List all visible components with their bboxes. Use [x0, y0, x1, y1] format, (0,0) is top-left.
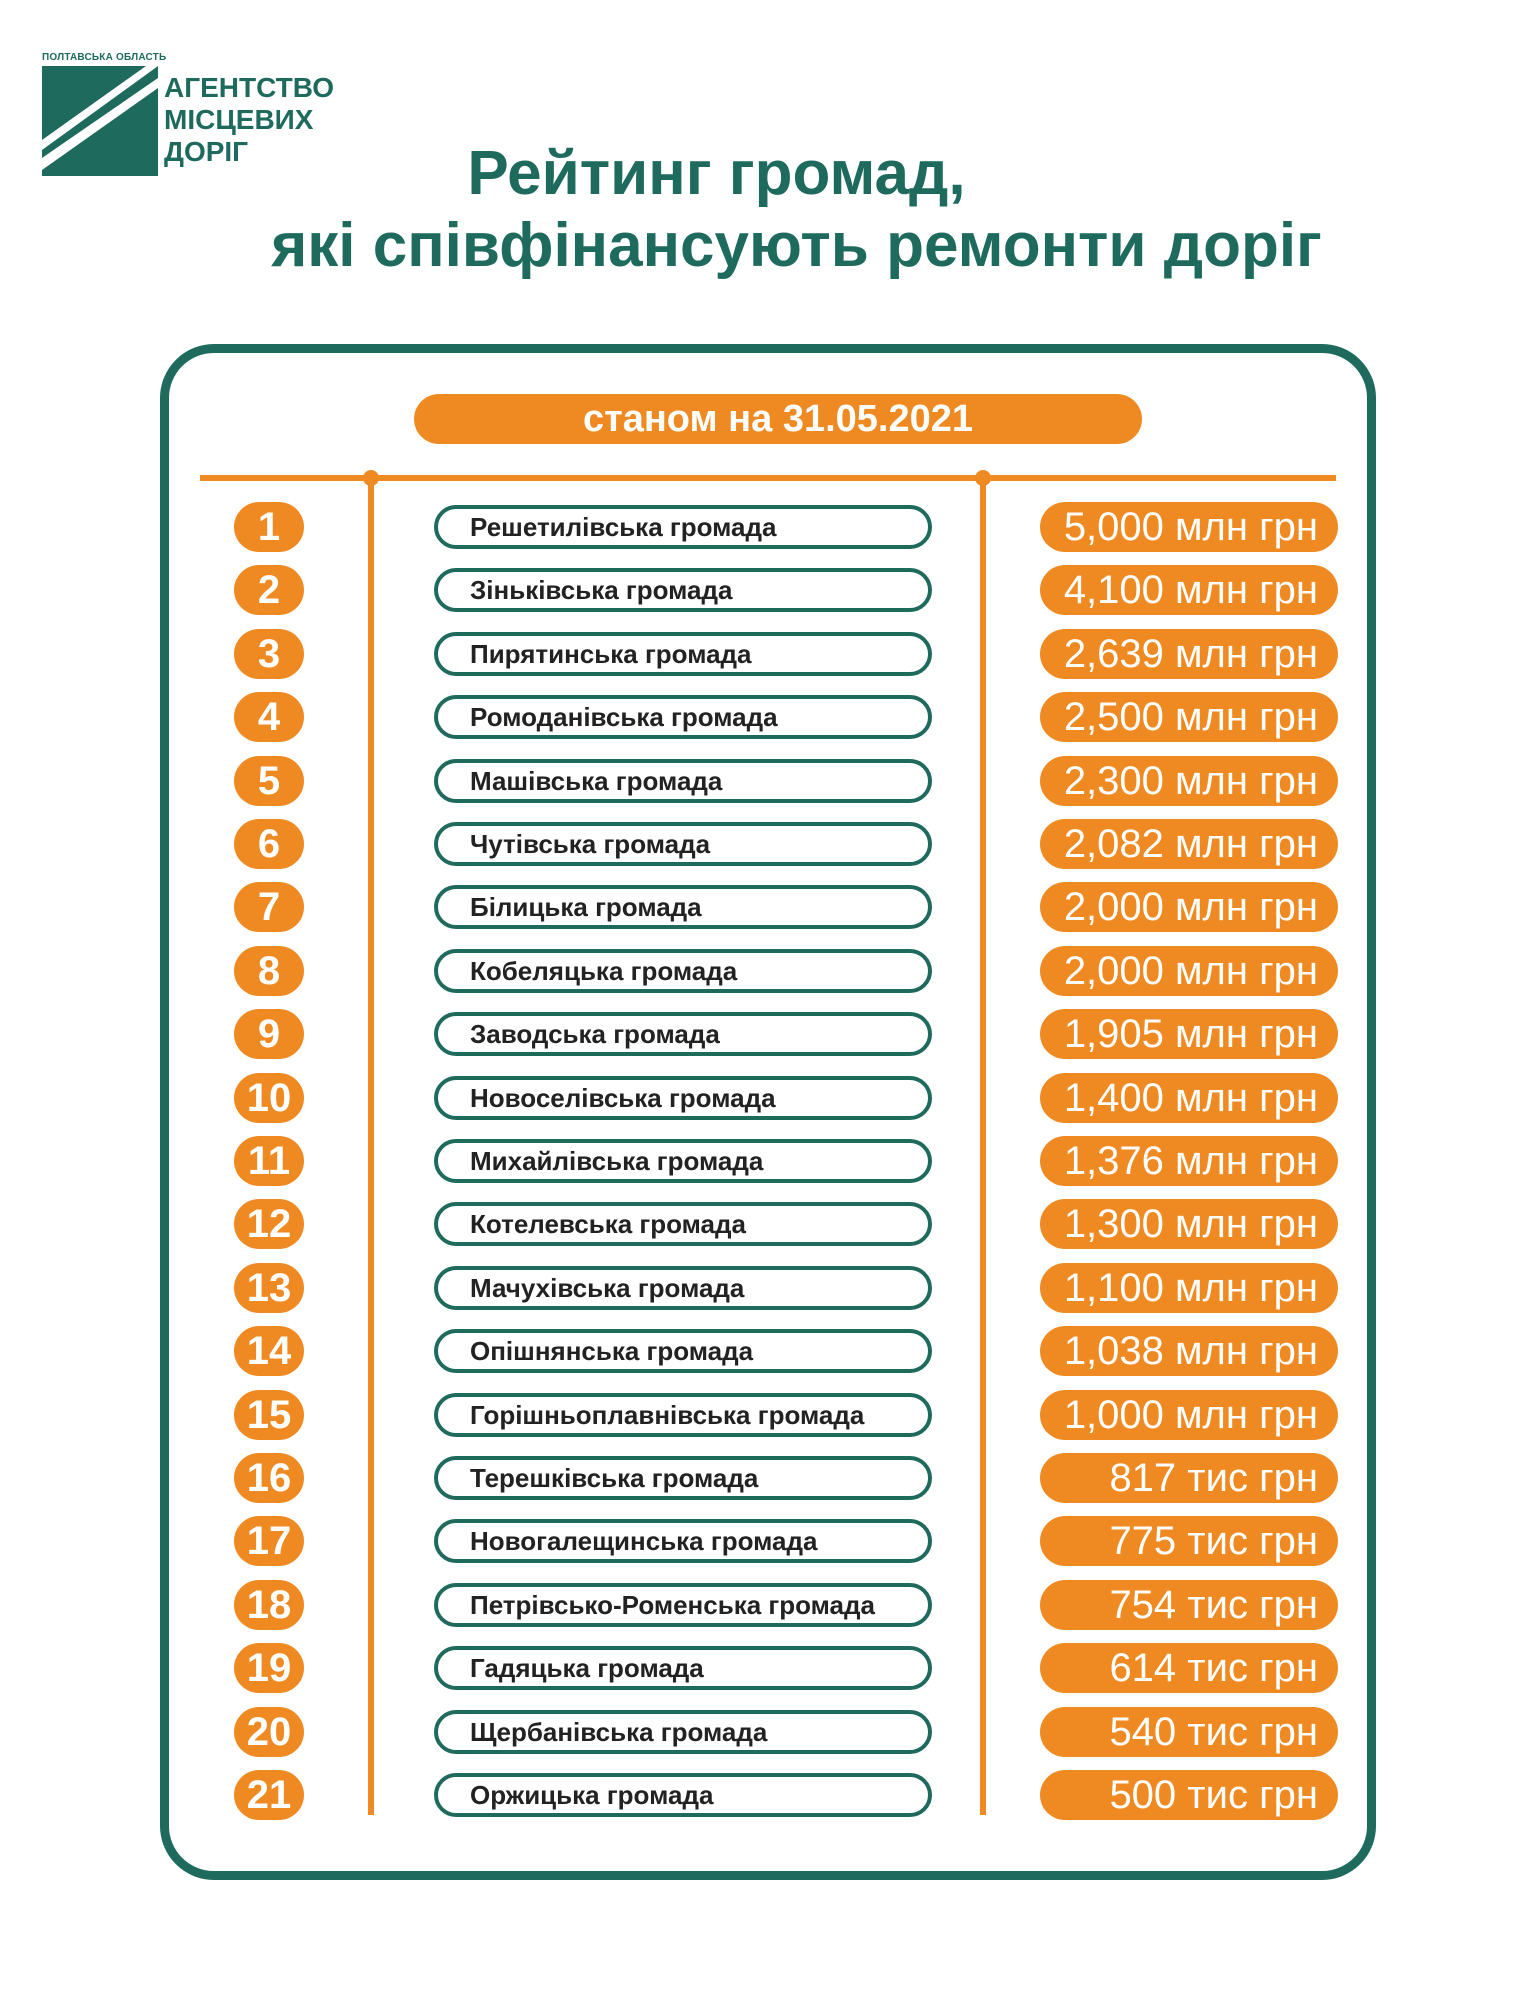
community-name: Чутівська громада: [434, 822, 932, 866]
community-name: Горішньоплавнівська громада: [434, 1393, 932, 1437]
table-row: [0, 565, 1533, 615]
community-name: Пирятинська громада: [434, 632, 932, 676]
title-line-2: які співфінансують ремонти доріг: [271, 211, 1322, 280]
community-name: Опішнянська громада: [434, 1329, 932, 1373]
table-row: [0, 1707, 1533, 1757]
amount-badge: 2,000 млн грн: [1040, 882, 1338, 932]
community-name: Машівська громада: [434, 759, 932, 803]
amount-badge: 2,500 млн грн: [1040, 692, 1338, 742]
rank-badge: 17: [234, 1516, 304, 1566]
amount-badge: 2,639 млн грн: [1040, 629, 1338, 679]
table-row: [0, 1136, 1533, 1186]
table-row: [0, 756, 1533, 806]
table-row: [0, 1580, 1533, 1630]
amount-badge: 1,038 млн грн: [1040, 1326, 1338, 1376]
amount-badge: 1,100 млн грн: [1040, 1263, 1338, 1313]
rank-badge: 18: [234, 1580, 304, 1630]
amount-badge: 1,400 млн грн: [1040, 1073, 1338, 1123]
table-row: [0, 1516, 1533, 1566]
table-row: [0, 1643, 1533, 1693]
logo-line-2: МІСЦЕВИХ: [164, 104, 314, 135]
community-name: Терешківська громада: [434, 1456, 932, 1500]
community-name: Новогалещинська громада: [434, 1519, 932, 1563]
rank-badge: 15: [234, 1390, 304, 1440]
table-row: [0, 1326, 1533, 1376]
rank-badge: 20: [234, 1707, 304, 1757]
amount-badge: 2,300 млн грн: [1040, 756, 1338, 806]
rank-badge: 8: [234, 946, 304, 996]
community-name: Оржицька громада: [434, 1773, 932, 1817]
amount-badge: 2,000 млн грн: [1040, 946, 1338, 996]
table-row: [0, 1073, 1533, 1123]
community-name: Заводська громада: [434, 1012, 932, 1056]
community-name: Білицька громада: [434, 885, 932, 929]
amount-badge: 500 тис грн: [1040, 1770, 1338, 1820]
rank-badge: 21: [234, 1770, 304, 1820]
amount-badge: 4,100 млн грн: [1040, 565, 1338, 615]
table-row: [0, 1770, 1533, 1820]
table-row: [0, 1199, 1533, 1249]
amount-badge: 1,376 млн грн: [1040, 1136, 1338, 1186]
table-row: [0, 629, 1533, 679]
rank-badge: 1: [234, 502, 304, 552]
title-line-1: Рейтинг громад,: [467, 139, 966, 208]
community-name: Мачухівська громада: [434, 1266, 932, 1310]
amount-badge: 775 тис грн: [1040, 1516, 1338, 1566]
rank-badge: 16: [234, 1453, 304, 1503]
rank-badge: 11: [234, 1136, 304, 1186]
rank-badge: 13: [234, 1263, 304, 1313]
logo-line-1: АГЕНТСТВО: [164, 72, 335, 103]
amount-badge: 1,000 млн грн: [1040, 1390, 1338, 1440]
community-name: Котелевська громада: [434, 1202, 932, 1246]
table-row: [0, 692, 1533, 742]
table-row: [0, 502, 1533, 552]
community-name: Зіньківська громада: [434, 568, 932, 612]
rank-badge: 12: [234, 1199, 304, 1249]
amount-badge: 1,905 млн грн: [1040, 1009, 1338, 1059]
amount-badge: 1,300 млн грн: [1040, 1199, 1338, 1249]
rank-badge: 10: [234, 1073, 304, 1123]
rank-badge: 5: [234, 756, 304, 806]
amount-badge: 614 тис грн: [1040, 1643, 1338, 1693]
amount-badge: 2,082 млн грн: [1040, 819, 1338, 869]
rank-badge: 4: [234, 692, 304, 742]
table-row: [0, 1009, 1533, 1059]
date-badge: станом на 31.05.2021: [414, 394, 1142, 444]
rank-badge: 7: [234, 882, 304, 932]
table-row: [0, 819, 1533, 869]
table-row: [0, 946, 1533, 996]
logo-line-3: ДОРІГ: [164, 136, 249, 167]
community-name: Михайлівська громада: [434, 1139, 932, 1183]
community-name: Гадяцька громада: [434, 1646, 932, 1690]
community-name: Петрівсько-Роменська громада: [434, 1583, 932, 1627]
amount-badge: 817 тис грн: [1040, 1453, 1338, 1503]
rank-badge: 14: [234, 1326, 304, 1376]
rank-badge: 19: [234, 1643, 304, 1693]
table-row: [0, 1390, 1533, 1440]
amount-badge: 5,000 млн грн: [1040, 502, 1338, 552]
page-title: [0, 138, 1533, 282]
logo-region: ПОЛТАВСЬКА ОБЛАСТЬ: [42, 52, 167, 63]
amount-badge: 754 тис грн: [1040, 1580, 1338, 1630]
table-row: [0, 882, 1533, 932]
community-name: Щербанівська громада: [434, 1710, 932, 1754]
rank-badge: 9: [234, 1009, 304, 1059]
rank-badge: 2: [234, 565, 304, 615]
table-row: [0, 1453, 1533, 1503]
community-name: Кобеляцька громада: [434, 949, 932, 993]
rank-badge: 3: [234, 629, 304, 679]
amount-badge: 540 тис грн: [1040, 1707, 1338, 1757]
table-row: [0, 1263, 1533, 1313]
community-name: Ромоданівська громада: [434, 695, 932, 739]
community-name: Решетилівська громада: [434, 505, 932, 549]
community-name: Новоселівська громада: [434, 1076, 932, 1120]
rank-badge: 6: [234, 819, 304, 869]
